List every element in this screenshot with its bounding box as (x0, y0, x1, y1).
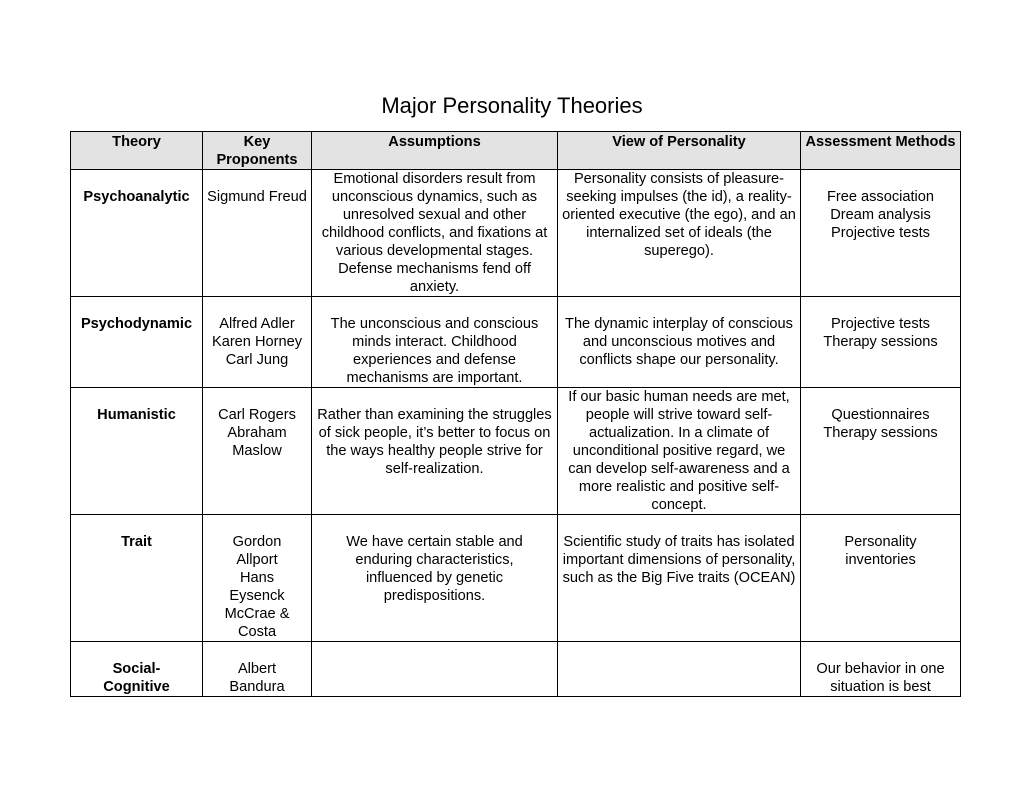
assumptions-cell (312, 515, 558, 642)
view-cell (558, 642, 801, 697)
proponents-cell (203, 297, 312, 388)
theories-table (70, 131, 961, 697)
table-row (71, 170, 961, 297)
method: Therapy sessions (823, 334, 938, 350)
page-title: Major Personality Theories (381, 93, 643, 118)
method: Therapy sessions (823, 425, 938, 441)
proponent: Abraham Maslow (227, 425, 287, 459)
methods-cell (801, 388, 961, 515)
assumptions-cell (312, 388, 558, 515)
assumptions-cell (312, 642, 558, 697)
view-text: Personality consists of pleasure-seeking impulses (the id), a reality-oriented executive (the ego), and an internalized set of ideals (the superego). (562, 171, 796, 259)
proponents-cell (203, 388, 312, 515)
proponents-cell (203, 642, 312, 697)
method: Projective tests (831, 316, 930, 332)
header-assumptions: Assumptions (312, 132, 558, 170)
view-cell (558, 515, 801, 642)
table-row (71, 388, 961, 515)
theory-name: Trait (121, 534, 152, 550)
view-cell (558, 170, 801, 297)
proponent: Carl Jung (225, 352, 289, 368)
view-text: The dynamic interplay of conscious and unconscious motives and conflicts shape our personality. (565, 316, 793, 368)
table-row (71, 515, 961, 642)
table-row (71, 642, 961, 697)
proponent: McCrae & Costa (224, 606, 290, 640)
theory-name: Social-Cognitive (103, 661, 170, 695)
proponent: Hans Eysenck (229, 570, 285, 604)
assumptions-text: Emotional disorders result from unconscious dynamics, such as unresolved sexual and other childhood conflicts, and fixations at various developmental stages. Defense mechanisms fend off anxiety. (321, 171, 548, 295)
view-cell (558, 388, 801, 515)
proponent: Alfred Adler (219, 316, 295, 332)
header-key-proponents: Key Proponents (203, 132, 312, 170)
view-cell (558, 297, 801, 388)
view-text: If our basic human needs are met, people will strive toward self-actualization. In a climate of unconditional positive regard, we can develop self-awareness and a more realistic and positive self-concept. (568, 389, 790, 513)
methods-cell (801, 642, 961, 697)
theory-cell (71, 642, 203, 697)
proponent: Sigmund Freud (207, 189, 307, 205)
view-text: Scientific study of traits has isolated important dimensions of personality, such as the Big Five traits (OCEAN) (562, 534, 796, 586)
assumptions-cell (312, 297, 558, 388)
header-row (71, 132, 961, 170)
header-view-of-personality: View of Personality (558, 132, 801, 170)
assumptions-text: The unconscious and conscious minds interact. Childhood experiences and defense mechanisms are important. (330, 316, 539, 386)
proponent: Albert Bandura (229, 661, 285, 695)
assumptions-text: We have certain stable and enduring characteristics, influenced by genetic predispositions. (346, 534, 523, 604)
assumptions-cell (312, 170, 558, 297)
proponents-cell (203, 170, 312, 297)
theory-cell (71, 388, 203, 515)
theory-name: Psychoanalytic (83, 189, 190, 205)
header-assessment-methods: Assessment Methods (801, 132, 961, 170)
method: Free association (826, 189, 935, 205)
theory-name: Psychodynamic (80, 316, 193, 332)
method: Our behavior in one situation is best (816, 661, 945, 695)
theory-cell (71, 297, 203, 388)
theory-name: Humanistic (97, 407, 176, 423)
methods-cell (801, 170, 961, 297)
method: Questionnaires (831, 407, 930, 423)
proponents-cell (203, 515, 312, 642)
method: Projective tests (831, 225, 930, 241)
method: Dream analysis (830, 207, 931, 223)
proponent: Gordon Allport (232, 534, 282, 568)
assumptions-text: Rather than examining the struggles of sick people, it’s better to focus on the ways healthy people strive for self-realization. (317, 407, 552, 477)
header-theory: Theory (71, 132, 203, 170)
proponent: Karen Horney (211, 334, 303, 350)
method: Personality inventories (844, 534, 917, 568)
table-row (71, 297, 961, 388)
theory-cell (71, 515, 203, 642)
methods-cell (801, 515, 961, 642)
methods-cell (801, 297, 961, 388)
proponent: Carl Rogers (218, 407, 296, 423)
theory-cell (71, 170, 203, 297)
